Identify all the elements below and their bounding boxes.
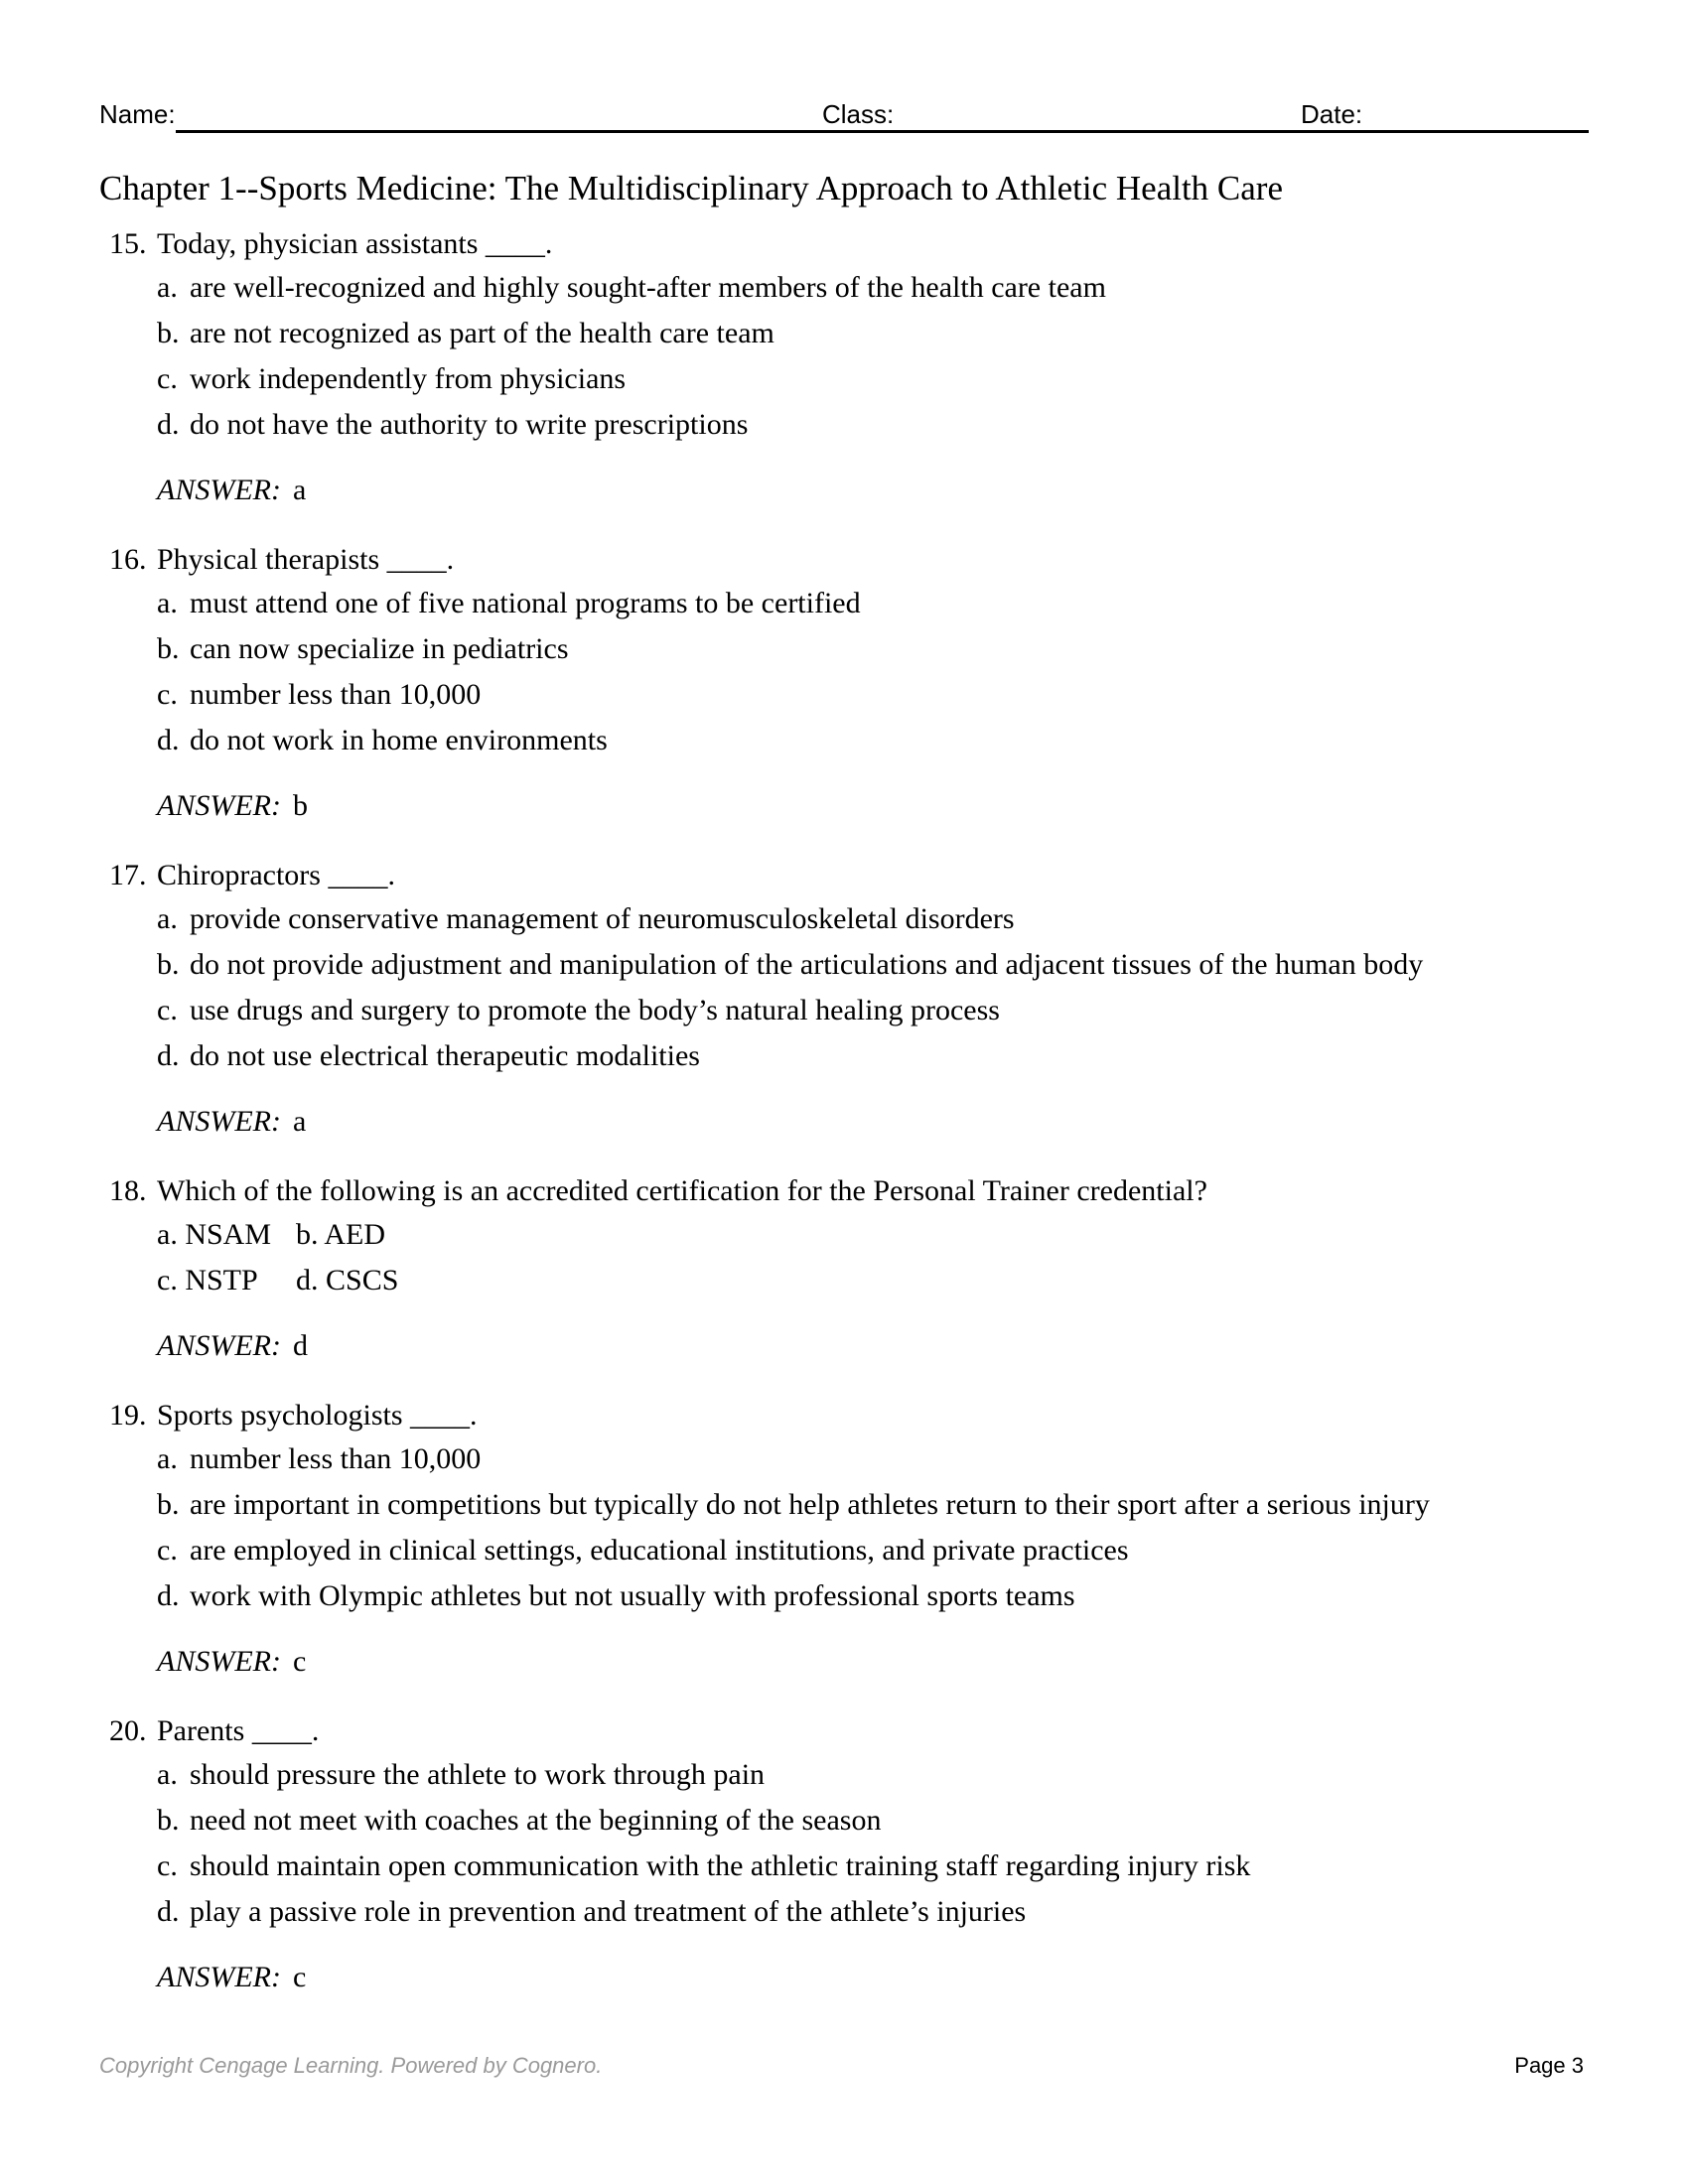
option-text: work with Olympic athletes but not usually with professional sports teams <box>190 1579 1075 1612</box>
option-text: CSCS <box>326 1264 399 1297</box>
option-letter: a. <box>157 587 178 619</box>
question-stem <box>0 223 1688 265</box>
chapter-title: Chapter 1--Sports Medicine: The Multidisciplinary Approach to Athletic Health Care <box>99 169 1283 207</box>
option-a <box>0 896 1688 942</box>
option-a <box>0 1436 1688 1482</box>
option-letter: c. <box>157 1264 178 1297</box>
name-label: Name: <box>99 99 176 129</box>
option-letter: a. <box>157 1758 178 1791</box>
class-label: Class: <box>822 99 895 129</box>
question-stem <box>0 1395 1688 1436</box>
class-field-line[interactable] <box>905 130 1393 133</box>
option-letter: a. <box>157 1442 178 1475</box>
option-c <box>0 988 1688 1033</box>
option-text: number less than 10,000 <box>190 678 482 711</box>
option-c <box>0 672 1688 718</box>
option-text: do not provide adjustment and manipulation of the articulations and adjacent tissues of the human body <box>190 948 1424 981</box>
option-text: are important in competitions but typically do not help athletes return to their sport after a serious injury <box>190 1488 1430 1521</box>
option-letter: b. <box>157 1488 180 1521</box>
option-c <box>0 1528 1688 1573</box>
option-d <box>0 1033 1688 1079</box>
option-text: do not use electrical therapeutic modalities <box>190 1039 700 1072</box>
question-stem <box>0 1170 1688 1212</box>
answer-line <box>0 470 1688 511</box>
question-list <box>0 223 1688 2026</box>
option-text: work independently from physicians <box>190 362 627 395</box>
option-d <box>0 718 1688 763</box>
option-text: play a passive role in prevention and treatment of the athlete’s injuries <box>190 1895 1027 1928</box>
option-text: NSAM <box>185 1218 272 1251</box>
option-text: should pressure the athlete to work through pain <box>190 1758 766 1791</box>
question-number: 15. <box>109 227 147 260</box>
option-text: number less than 10,000 <box>190 1442 482 1475</box>
answer-label: ANSWER: <box>157 1645 281 1678</box>
option-b <box>0 311 1688 356</box>
option-letter: c. <box>157 362 178 395</box>
option-letter: b. <box>157 948 180 981</box>
option-text: must attend one of five national programs to be certified <box>190 587 861 619</box>
question-number: 19. <box>109 1399 147 1432</box>
question-17 <box>0 855 1688 1143</box>
option-letter: c. <box>157 994 178 1026</box>
option-letter: d. <box>157 1579 180 1612</box>
option-letter: b. <box>157 632 180 665</box>
question-18 <box>0 1170 1688 1367</box>
option-text: need not meet with coaches at the beginning of the season <box>190 1804 882 1837</box>
option-text: are not recognized as part of the health care team <box>190 317 774 349</box>
option-text: do not have the authority to write prescriptions <box>190 408 749 441</box>
answer-label: ANSWER: <box>157 1961 281 1993</box>
option-text: are employed in clinical settings, educational institutions, and private practices <box>190 1534 1129 1567</box>
option-letter: b. <box>296 1218 319 1251</box>
question-text: Sports psychologists ____. <box>157 1399 478 1432</box>
option-text: AED <box>324 1218 386 1251</box>
option-text: should maintain open communication with the athletic training staff regarding injury risk <box>190 1849 1251 1882</box>
option-grid <box>0 1212 1688 1303</box>
option-letter: d. <box>157 724 180 756</box>
answer-label: ANSWER: <box>157 1329 281 1362</box>
question-stem <box>0 539 1688 581</box>
option-d <box>0 1573 1688 1619</box>
option-text: do not work in home environments <box>190 724 608 756</box>
question-20 <box>0 1710 1688 1998</box>
option-text: are well-recognized and highly sought-after members of the health care team <box>190 271 1106 304</box>
option-b <box>0 1482 1688 1528</box>
answer-value: a <box>292 1105 307 1138</box>
option-d <box>0 1889 1688 1935</box>
option-text: use drugs and surgery to promote the body’s natural healing process <box>190 994 1000 1026</box>
answer-value: b <box>292 789 308 822</box>
answer-line <box>0 785 1688 827</box>
option-a <box>0 581 1688 626</box>
question-text: Chiropractors ____. <box>157 859 395 891</box>
question-text: Parents ____. <box>157 1714 320 1747</box>
question-number: 16. <box>109 543 147 576</box>
option-letter: d. <box>157 1895 180 1928</box>
answer-line <box>0 1101 1688 1143</box>
answer-line <box>0 1957 1688 1998</box>
question-16 <box>0 539 1688 827</box>
question-stem <box>0 1710 1688 1752</box>
option-letter: c. <box>157 678 178 711</box>
option-b <box>296 1212 435 1258</box>
answer-label: ANSWER: <box>157 1105 281 1138</box>
question-text: Which of the following is an accredited certification for the Personal Trainer credential? <box>157 1174 1207 1207</box>
option-d <box>0 402 1688 448</box>
name-field-line[interactable] <box>176 130 916 133</box>
option-letter: b. <box>157 1804 180 1837</box>
question-text: Physical therapists ____. <box>157 543 455 576</box>
question-number: 18. <box>109 1174 147 1207</box>
option-a <box>157 1212 296 1258</box>
answer-value: a <box>292 474 307 506</box>
question-number: 17. <box>109 859 147 891</box>
answer-label: ANSWER: <box>157 789 281 822</box>
option-text: NSTP <box>185 1264 258 1297</box>
page-number: Page 3 <box>1514 2053 1584 2078</box>
option-letter: c. <box>157 1534 178 1567</box>
question-stem <box>0 855 1688 896</box>
option-c <box>0 356 1688 402</box>
option-a <box>0 265 1688 311</box>
option-letter: d. <box>296 1264 319 1297</box>
option-letter: d. <box>157 408 180 441</box>
option-letter: a. <box>157 902 178 935</box>
option-letter: a. <box>157 1218 178 1251</box>
answer-value: c <box>292 1961 307 1993</box>
answer-line <box>0 1641 1688 1683</box>
header-fields <box>99 99 1589 135</box>
question-15 <box>0 223 1688 511</box>
option-d <box>296 1258 435 1303</box>
answer-value: d <box>292 1329 308 1362</box>
option-text: can now specialize in pediatrics <box>190 632 569 665</box>
option-c <box>0 1843 1688 1889</box>
option-letter: a. <box>157 271 178 304</box>
option-text: provide conservative management of neuromusculoskeletal disorders <box>190 902 1015 935</box>
option-b <box>0 626 1688 672</box>
answer-label: ANSWER: <box>157 474 281 506</box>
option-letter: d. <box>157 1039 180 1072</box>
copyright-notice: Copyright Cengage Learning. Powered by Cognero. <box>99 2053 603 2078</box>
question-text: Today, physician assistants ____. <box>157 227 553 260</box>
date-label: Date: <box>1301 99 1363 129</box>
question-19 <box>0 1395 1688 1683</box>
option-a <box>0 1752 1688 1798</box>
option-b <box>0 942 1688 988</box>
option-c <box>157 1258 296 1303</box>
question-number: 20. <box>109 1714 147 1747</box>
date-field-line[interactable] <box>1370 130 1589 133</box>
answer-value: c <box>292 1645 307 1678</box>
option-b <box>0 1798 1688 1843</box>
option-letter: c. <box>157 1849 178 1882</box>
option-letter: b. <box>157 317 180 349</box>
answer-line <box>0 1325 1688 1367</box>
